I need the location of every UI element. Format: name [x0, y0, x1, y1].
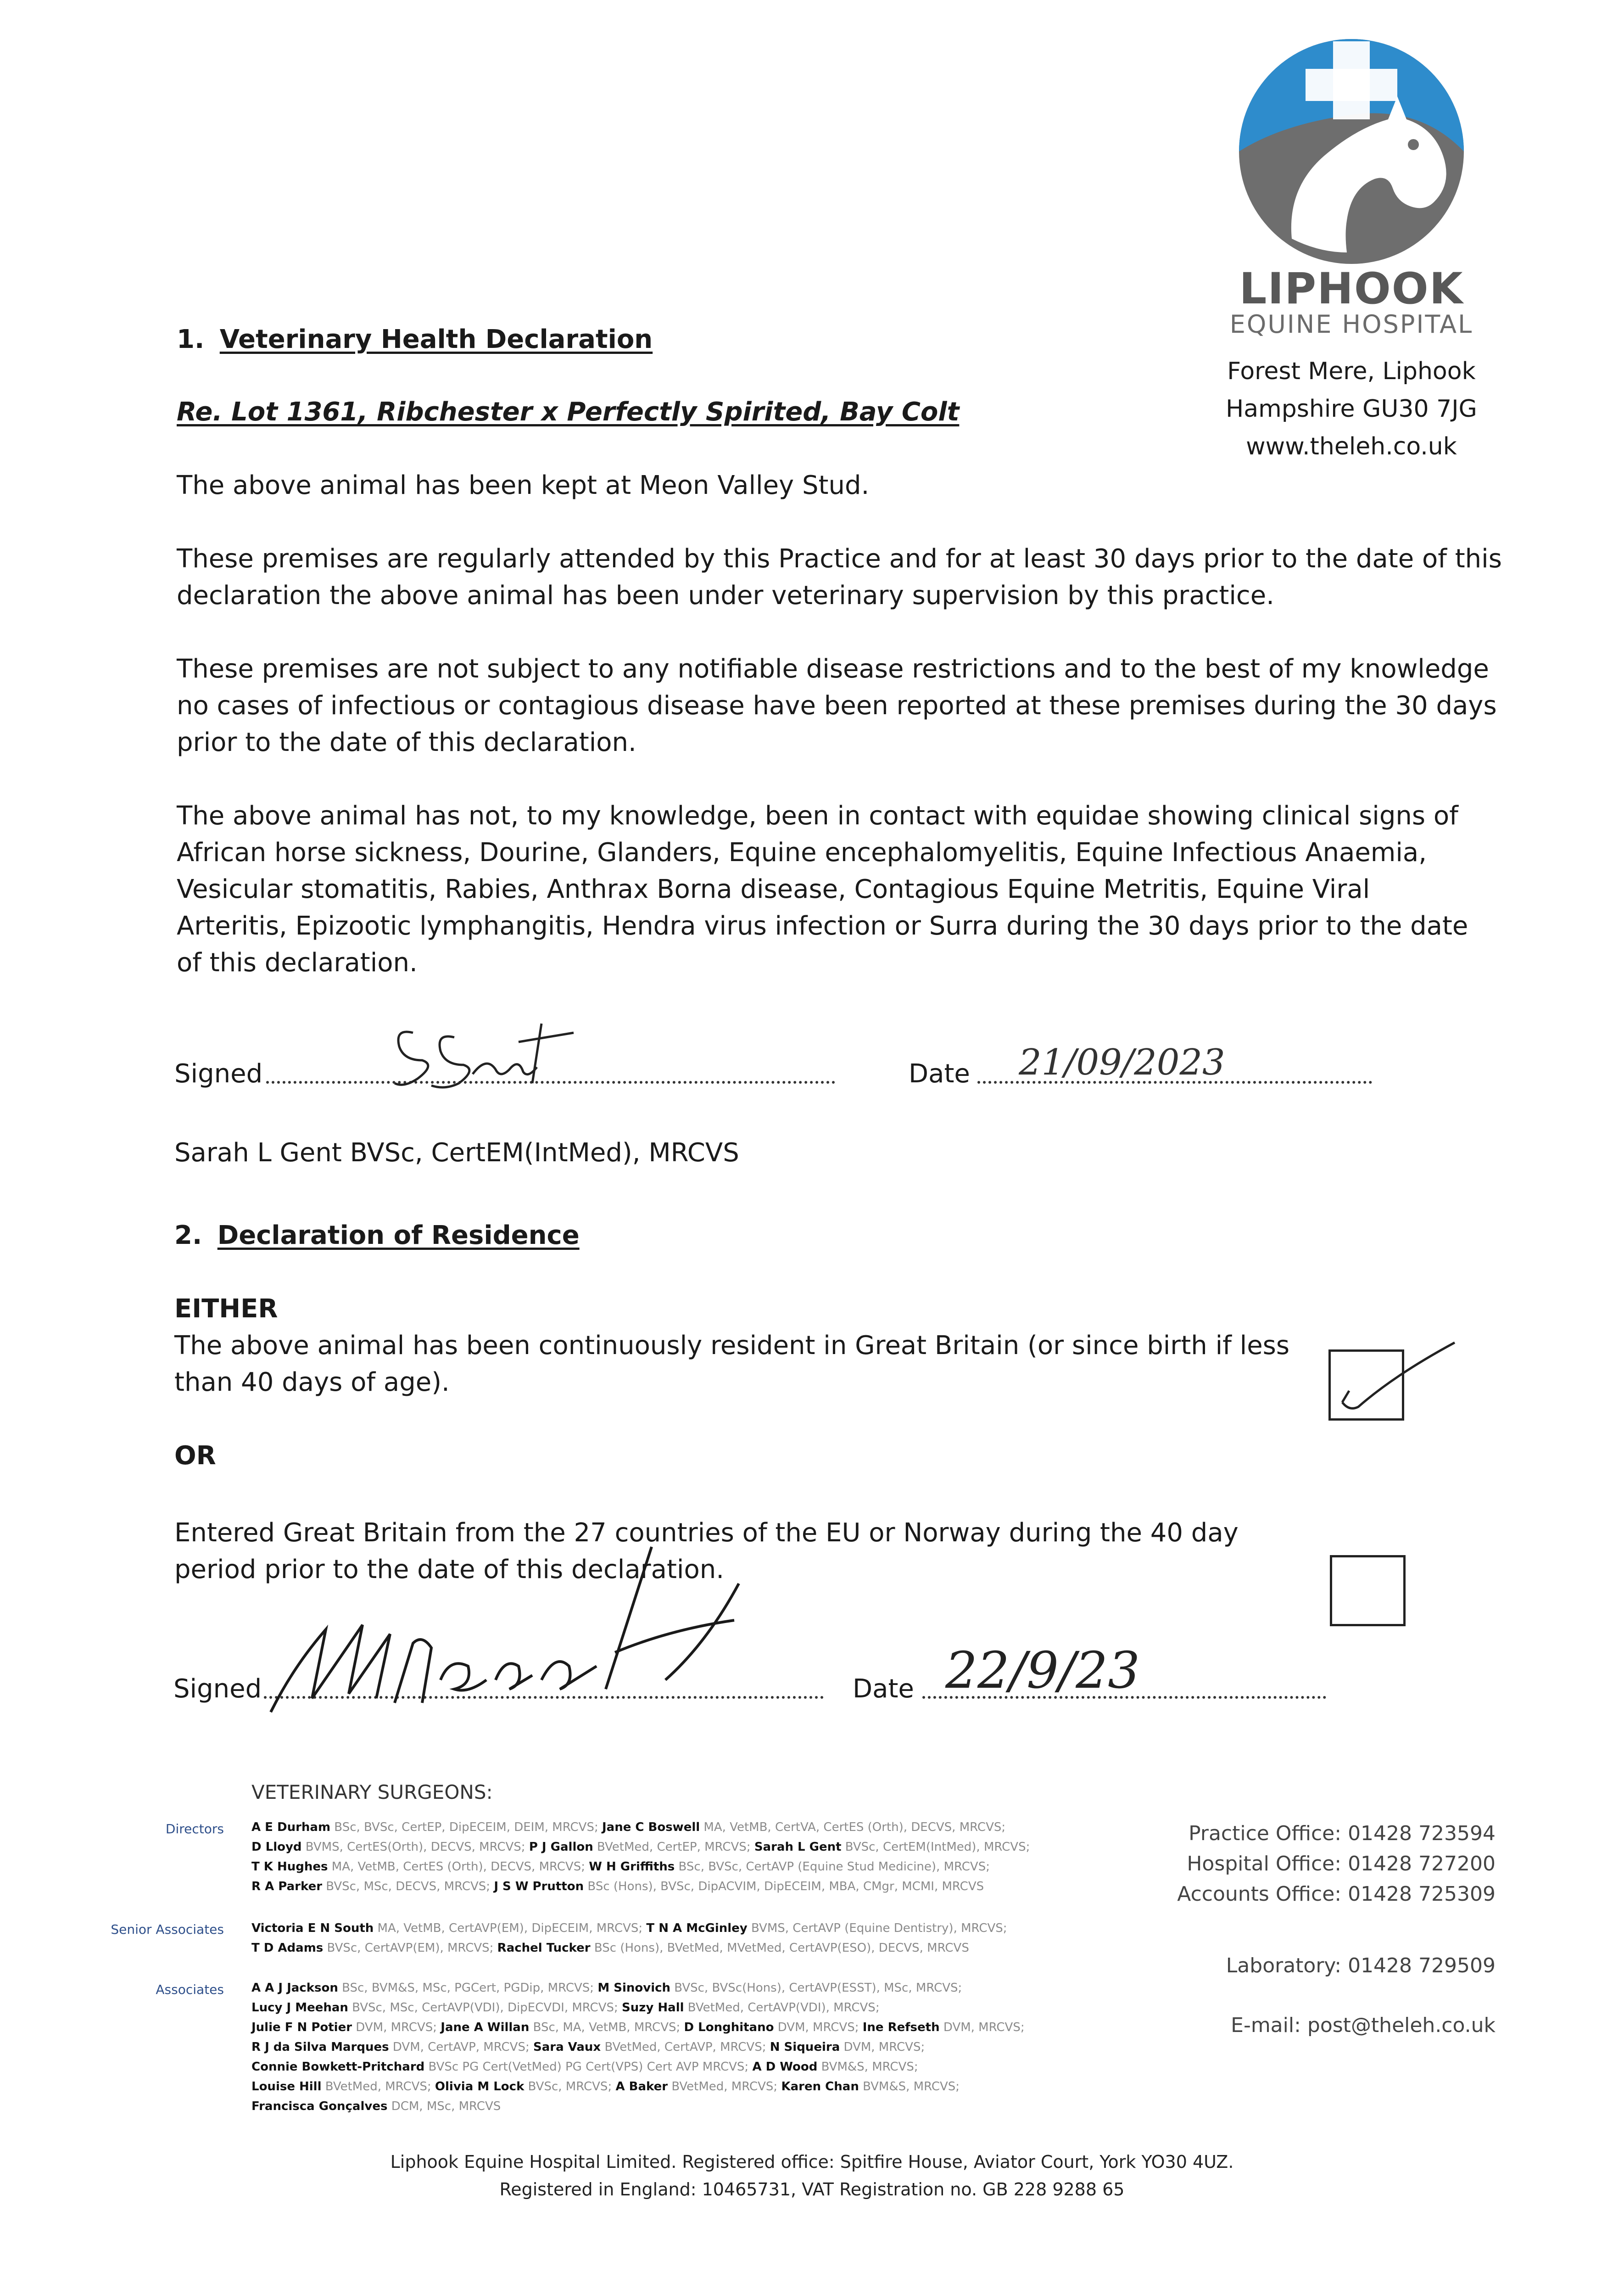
- hospital-logo: [1237, 37, 1466, 275]
- surgeon-qualifications: DVM, MRCVS;: [774, 2021, 863, 2034]
- surgeon-qualifications: DVM, MRCVS;: [352, 2021, 441, 2034]
- surgeon-qualifications: BSc (Hons), BVSc, DipACVIM, DipECEIM, MBA, CMgr, MCMI, MRCVS: [584, 1880, 984, 1893]
- surgeon-name: Ine Refseth: [862, 2021, 940, 2034]
- date-value-1: 21/09/2023: [1019, 1042, 1225, 1083]
- surgeon-qualifications: BSc, MA, VetMB, MRCVS;: [529, 2021, 684, 2034]
- surgeon-name: Connie Bowkett-Pritchard: [251, 2060, 425, 2074]
- surgeon-qualifications: BVetMed, CertAVP, MRCVS;: [601, 2040, 770, 2054]
- hospital-office-phone: Hospital Office: 01428 727200: [1187, 1852, 1496, 1875]
- surgeon-name: A D Wood: [752, 2060, 818, 2074]
- surgeon-name: T D Adams: [251, 1941, 324, 1955]
- surgeon-qualifications: BVetMed, CertEP, MRCVS;: [593, 1840, 754, 1854]
- surgeon-name: A A J Jackson: [251, 1981, 338, 1995]
- surgeon-row: [251, 1938, 1007, 1958]
- date-value-2: 22/9/23: [945, 1641, 1140, 1700]
- surgeon-name: Victoria E N South: [251, 1921, 374, 1935]
- senior-associates-list: [251, 1919, 1007, 1958]
- surgeon-name: P J Gallon: [529, 1840, 593, 1854]
- logo-name: LIPHOOK: [1239, 264, 1464, 314]
- surgeon-name: A Baker: [615, 2080, 668, 2093]
- surgeon-name: M Sinovich: [597, 1981, 671, 1995]
- surgeon-qualifications: MA, VetMB, CertVA, CertES (Orth), DECVS, MRCVS;: [700, 1820, 1006, 1834]
- surgeon-qualifications: BVM&S, MRCVS;: [817, 2060, 918, 2074]
- surgeon-qualifications: DCM, MSc, MRCVS: [387, 2099, 501, 2113]
- accounts-office-phone: Accounts Office: 01428 725309: [1177, 1882, 1496, 1906]
- surgeon-qualifications: BVSc, BVSc(Hons), CertAVP(ESST), MSc, MRCVS;: [670, 1981, 962, 1995]
- date-label-2: Date: [853, 1674, 914, 1704]
- surgeon-qualifications: BVetMed, CertAVP(VDI), MRCVS;: [684, 2001, 880, 2015]
- surgeon-qualifications: BVMS, CertES(Orth), DECVS, MRCVS;: [301, 1840, 529, 1854]
- surgeon-qualifications: BSc (Hons), BVetMed, MVetMed, CertAVP(ESO), DECVS, MRCVS: [590, 1941, 969, 1955]
- surgeon-qualifications: BVSc, MSc, CertAVP(VDI), DipECVDI, MRCVS;: [348, 2001, 622, 2015]
- section1-heading: [177, 321, 653, 358]
- date-label-1: Date: [909, 1059, 970, 1089]
- signature-sgent: [385, 1014, 578, 1097]
- footer-company: Liphook Equine Hospital Limited. Registered office: Spitfire House, Aviator Court, York YO30 4UZ.: [390, 2152, 1234, 2172]
- signature-second: [257, 1528, 743, 1726]
- surgeon-name: Sarah L Gent: [754, 1840, 842, 1854]
- checkmark-icon: [1340, 1333, 1459, 1425]
- surgeon-name: Rachel Tucker: [497, 1941, 591, 1955]
- surgeon-qualifications: BVSc, MRCVS;: [524, 2080, 616, 2093]
- surgeon-name: Jane C Boswell: [602, 1820, 700, 1834]
- surgeon-row: [251, 1978, 1025, 1998]
- section1-paragraph-2: These premises are regularly attended by this Practice and for at least 30 days prior to the date of this declaration the above animal has been under veterinary supervision by this practice.: [177, 544, 1502, 610]
- surgeon-qualifications: DVM, MRCVS;: [939, 2021, 1025, 2034]
- surgeon-row: [251, 2057, 1025, 2077]
- lot-reference: Re. Lot 1361, Ribchester x Perfectly Spirited, Bay Colt: [177, 397, 960, 427]
- section2-heading: [174, 1217, 580, 1254]
- practice-office-phone: Practice Office: 01428 723594: [1189, 1822, 1496, 1845]
- surgeon-name: W H Griffiths: [589, 1860, 675, 1874]
- surgeon-qualifications: BSc, BVSc, CertEP, DipECEIM, DEIM, MRCVS;: [330, 1820, 602, 1834]
- surgeon-name: J S W Prutton: [494, 1880, 584, 1893]
- signatory-name: Sarah L Gent BVSc, CertEM(IntMed), MRCVS: [174, 1138, 739, 1168]
- surgeon-name: D Lloyd: [251, 1840, 302, 1854]
- surgeon-name: Lucy J Meehan: [251, 2001, 348, 2015]
- residence-option-1: The above animal has been continuously resident in Great Britain (or since birth if less than 40 days of age).: [174, 1331, 1290, 1397]
- address-line2: Hampshire GU30 7JG: [1226, 395, 1477, 423]
- surgeon-row: [251, 1837, 1030, 1857]
- signed-label-2: Signed: [173, 1674, 262, 1704]
- section2-title: Declaration of Residence: [217, 1220, 580, 1250]
- signed-label-1: Signed: [174, 1059, 263, 1089]
- surgeon-qualifications: BVSc, CertEM(IntMed), MRCVS;: [841, 1840, 1030, 1854]
- surgeon-row: [251, 2038, 1025, 2057]
- either-label: EITHER: [174, 1294, 278, 1324]
- surgeon-name: Louise Hill: [251, 2080, 322, 2093]
- surgeon-qualifications: BSc, BVSc, CertAVP (Equine Stud Medicine), MRCVS;: [675, 1860, 990, 1874]
- directors-list: [251, 1818, 1030, 1897]
- surgeon-name: Karen Chan: [781, 2080, 859, 2093]
- surgeon-row: [251, 2077, 1025, 2097]
- address-website[interactable]: www.theleh.co.uk: [1246, 433, 1457, 460]
- horse-cross-emblem-icon: [1237, 37, 1466, 266]
- surgeon-row: [251, 2097, 1025, 2116]
- surgeon-row: [251, 1857, 1030, 1877]
- surgeon-name: R A Parker: [251, 1880, 323, 1893]
- surgeon-name: Julie F N Potier: [251, 2021, 352, 2034]
- surgeon-qualifications: MA, VetMB, CertAVP(EM), DipECEIM, MRCVS;: [374, 1921, 647, 1935]
- surgeon-qualifications: BVSc, MSc, DECVS, MRCVS;: [322, 1880, 494, 1893]
- surgeon-qualifications: BVetMed, MRCVS;: [321, 2080, 435, 2093]
- surgeon-row: [251, 1919, 1007, 1938]
- surgeon-name: A E Durham: [251, 1820, 331, 1834]
- surgeon-qualifications: BSc, BVM&S, MSc, PGCert, PGDip, MRCVS;: [338, 1981, 598, 1995]
- surgeon-name: N Siqueira: [770, 2040, 840, 2054]
- surgeon-qualifications: BVSc, CertAVP(EM), MRCVS;: [323, 1941, 497, 1955]
- surgeon-name: Jane A Willan: [441, 2021, 530, 2034]
- surgeon-qualifications: DVM, MRCVS;: [840, 2040, 925, 2054]
- surgeon-row: [251, 1998, 1025, 2018]
- email-address[interactable]: E-mail: post@theleh.co.uk: [1231, 2014, 1496, 2037]
- residence-checkbox-2[interactable]: [1330, 1555, 1406, 1626]
- surgeon-qualifications: MA, VetMB, CertES (Orth), DECVS, MRCVS;: [328, 1860, 589, 1874]
- surgeon-qualifications: DVM, CertAVP, MRCVS;: [389, 2040, 533, 2054]
- section1-paragraph-4: The above animal has not, to my knowledge, been in contact with equidae showing clinical signs of African horse sickness, Dourine, Glanders, Equine encephalomyelitis, Equine Infectious Anaemia, Vesicular stomatitis, Rabies, Anthrax Borna disease, Contagious Equine Metritis, Equine Viral Arteritis, Epizootic lymphangitis, Hendra virus infection or Surra during the 30 days prior to the date of this declaration.: [177, 801, 1468, 978]
- surgeon-qualifications: BVMS, CertAVP (Equine Dentistry), MRCVS;: [747, 1921, 1007, 1935]
- footer-registration: Registered in England: 10465731, VAT Registration no. GB 228 9288 65: [499, 2179, 1125, 2200]
- surgeon-qualifications: BVetMed, MRCVS;: [668, 2080, 781, 2093]
- residence-option-2: Entered Great Britain from the 27 countries of the EU or Norway during the 40 day period prior to the date of this declaration.: [174, 1518, 1239, 1584]
- associates-label: Associates: [156, 1982, 224, 1997]
- associates-list: [251, 1978, 1025, 2116]
- surgeon-name: D Longhitano: [684, 2021, 774, 2034]
- surgeons-heading: VETERINARY SURGEONS:: [251, 1781, 493, 1803]
- residence-checkbox-1[interactable]: [1328, 1349, 1404, 1421]
- surgeon-name: Sara Vaux: [533, 2040, 601, 2054]
- section2-number: 2.: [174, 1220, 202, 1250]
- surgeon-row: [251, 1877, 1030, 1897]
- surgeon-name: Suzy Hall: [622, 2001, 684, 2015]
- surgeon-qualifications: BVSc PG Cert(VetMed) PG Cert(VPS) Cert AVP MRCVS;: [424, 2060, 753, 2074]
- surgeon-name: T K Hughes: [251, 1860, 328, 1874]
- directors-label: Directors: [165, 1821, 224, 1836]
- section1-paragraph-1: The above animal has been kept at Meon Valley Stud.: [177, 470, 870, 500]
- surgeon-row: [251, 1818, 1030, 1837]
- section1-paragraph-3: These premises are not subject to any notifiable disease restrictions and to the best of my knowledge no cases of infectious or contagious disease have been reported at these premises during the 30 days prior to the date of this declaration.: [177, 654, 1497, 757]
- address-line1: Forest Mere, Liphook: [1227, 358, 1476, 385]
- logo-subtitle: EQUINE HOSPITAL: [1229, 310, 1473, 339]
- surgeon-name: T N A McGinley: [646, 1921, 748, 1935]
- surgeon-name: Olivia M Lock: [435, 2080, 525, 2093]
- laboratory-phone: Laboratory: 01428 729509: [1226, 1954, 1496, 1977]
- or-label: OR: [174, 1441, 216, 1471]
- surgeon-name: R J da Silva Marques: [251, 2040, 389, 2054]
- section1-title: Veterinary Health Declaration: [219, 325, 653, 354]
- surgeon-row: [251, 2018, 1025, 2038]
- senior-associates-label: Senior Associates: [111, 1922, 224, 1937]
- section1-number: 1.: [177, 325, 205, 354]
- surgeon-name: Francisca Gonçalves: [251, 2099, 388, 2113]
- surgeon-qualifications: BVM&S, MRCVS;: [859, 2080, 960, 2093]
